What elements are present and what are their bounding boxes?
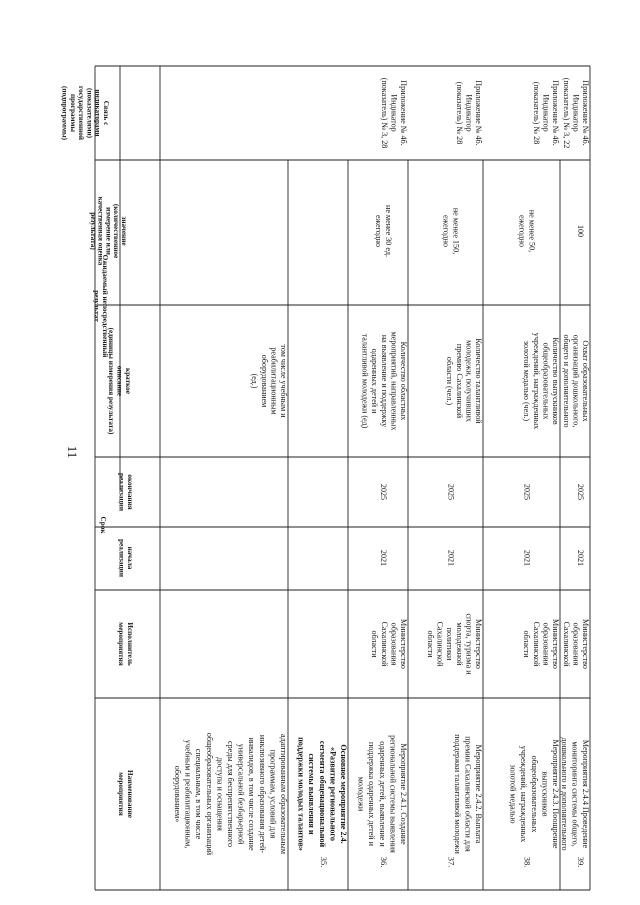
header-brief-line: описание xyxy=(115,365,124,397)
header-name-line: Наименование xyxy=(126,770,134,818)
row-value xyxy=(442,208,461,254)
row-start xyxy=(576,550,585,566)
row-link xyxy=(380,78,408,149)
name-line: общеобразовательных организаций xyxy=(204,732,214,856)
brief-line: молодежи, получивших xyxy=(464,340,474,422)
table-body xyxy=(173,78,590,868)
executor-line: образования xyxy=(571,622,581,666)
row-end xyxy=(447,484,456,500)
brief-line: том числе учебным и xyxy=(279,344,288,418)
name-line: Мероприятие 2.4.3. Поощрение xyxy=(551,739,560,849)
row-brief xyxy=(562,334,590,427)
start-line: 2021 xyxy=(379,549,388,567)
header-value-line: качественная оценка xyxy=(96,196,105,266)
link-line: (показатель) № 28 xyxy=(454,81,464,145)
name-line: Мероприятие 2.4.1. Создание xyxy=(399,743,408,845)
row-num xyxy=(319,857,329,868)
header-value-line: измерение или xyxy=(104,207,113,255)
brief-line: премию Сахалинской xyxy=(454,343,464,419)
header-expected-line: Ожидаемый непосредственный xyxy=(101,254,109,358)
header-executor xyxy=(117,622,134,666)
name-line: учебным и реабилитационным, xyxy=(183,739,193,849)
row-num xyxy=(379,857,389,868)
name-line: молодежи xyxy=(356,776,366,812)
header-end-line: реализации xyxy=(117,473,126,511)
row-name xyxy=(560,737,590,850)
header-brief xyxy=(107,328,132,435)
start-line: 2021 xyxy=(446,549,456,567)
brief-line: одаренных детей и xyxy=(370,348,380,414)
link-line: Индикатор xyxy=(389,94,399,132)
num-line: 38. xyxy=(522,856,533,868)
name-line: общеобразовательных xyxy=(529,755,539,833)
brief-line: мероприятий, направленных xyxy=(389,331,399,431)
name-line: оборудованием» xyxy=(173,765,182,823)
name-line: программам, условий для xyxy=(268,749,278,839)
executor-line: Министерство xyxy=(474,619,483,669)
name-line: инклюзивного образования детей- xyxy=(257,734,267,854)
name-line: мониторинга системы общего, xyxy=(570,741,580,847)
brief-line: общеобразовательных xyxy=(541,342,551,420)
brief-line: золотой медалью (чел.) xyxy=(522,340,532,422)
header-link-line: Связь с xyxy=(102,100,110,126)
row-num xyxy=(447,857,457,868)
name-line: универсальной безбарьерной xyxy=(236,743,246,845)
value-line: ежегодно xyxy=(517,214,527,248)
name-line: дошкольного и дополнительного xyxy=(559,737,569,851)
row-brief xyxy=(445,338,483,424)
header-term xyxy=(99,517,107,535)
header-link-line: государственной xyxy=(77,86,86,140)
header-link-line: (подпрограммы) xyxy=(60,86,69,140)
name-line: золотой медалью xyxy=(508,764,518,824)
header-link-line: индикаторами xyxy=(93,89,102,137)
row-end xyxy=(379,484,388,500)
header-executor-line: мероприятия xyxy=(117,622,125,666)
brief-line: Количество талантливой xyxy=(474,338,483,424)
header-value-line: значение xyxy=(120,216,128,246)
end-line: 2025 xyxy=(379,483,388,501)
row-name xyxy=(453,734,483,854)
row-end xyxy=(576,484,585,500)
header-value-line: результата) xyxy=(88,212,97,250)
brief-line: оборудованием xyxy=(259,354,269,408)
table-row xyxy=(357,78,408,868)
name-line: «Развитие регионального xyxy=(328,747,338,841)
executor-line: области xyxy=(522,630,532,658)
start-line: 2021 xyxy=(522,549,532,567)
brief-line: на выявление и поддержку xyxy=(379,334,389,428)
row-link xyxy=(562,78,590,149)
row-end xyxy=(523,484,532,500)
row-executor xyxy=(426,613,483,675)
row-executor xyxy=(562,619,590,669)
row-start xyxy=(447,550,456,566)
executor-line: Министерство xyxy=(399,619,408,669)
row-executor xyxy=(370,619,408,669)
row-num xyxy=(576,857,586,868)
value-line: не менее 50, xyxy=(527,209,537,253)
row-num xyxy=(523,857,533,868)
value-line: ежегодно xyxy=(441,214,451,248)
link-line: Индикатор xyxy=(541,94,551,132)
executor-line: Министерство xyxy=(551,619,560,669)
link-line: Индикатор xyxy=(464,94,474,132)
row-name xyxy=(357,735,408,853)
name-line: поддержки молодых талантов» xyxy=(296,737,306,851)
link-line: Приложение № 4б. xyxy=(474,80,483,146)
name-line: премии Сахалинской области для xyxy=(463,736,473,852)
num-line: 39. xyxy=(576,856,586,868)
name-line: системы выявления и xyxy=(307,753,317,835)
name-line: Основное мероприятие 2.4. xyxy=(339,744,348,844)
row-brief xyxy=(522,333,560,429)
row-executor xyxy=(522,619,560,669)
name-line: учреждений, награжденных xyxy=(519,745,529,843)
header-link-line: программы xyxy=(68,94,77,132)
name-line: инвалидов, в том числе создание xyxy=(247,737,257,851)
name-line: сегмента общенациональной xyxy=(317,740,327,848)
link-line: Приложение № 4б. xyxy=(399,80,408,146)
header-name xyxy=(117,770,134,818)
header-end-line: окончания xyxy=(126,474,134,510)
brief-line: организаций дошкольного, xyxy=(571,334,581,428)
row-name xyxy=(173,733,288,856)
executor-line: спорта, туризма и xyxy=(464,613,474,675)
link-line: (показатель) № 3, 28 xyxy=(379,77,389,149)
name-line: Мероприятия 2.4.4 Проведение xyxy=(581,739,590,849)
executor-line: Сахалинской xyxy=(435,621,445,667)
brief-line: учреждений, награжденных xyxy=(531,332,541,430)
row-brief xyxy=(250,344,288,418)
brief-line: Охват образовательных xyxy=(581,340,590,422)
name-line: специальным, в том числе xyxy=(194,748,204,840)
table-row xyxy=(509,80,560,867)
name-line: одаренных детей, выявление и xyxy=(377,741,387,847)
name-line: адаптированным образовательным xyxy=(279,734,288,854)
table-row xyxy=(297,737,348,867)
end-line: 2025 xyxy=(522,483,532,501)
name-line: выпускников xyxy=(540,771,550,817)
link-line: Приложение № 4б. xyxy=(581,80,590,146)
num-line: 37. xyxy=(446,856,457,868)
row-name xyxy=(297,737,348,851)
header-term-label: Срок xyxy=(99,516,107,534)
row-name xyxy=(509,740,560,849)
link-line: Приложение № 4б. xyxy=(551,80,560,146)
name-line: доступа и оснащения xyxy=(215,757,225,831)
value-line: ежегодно xyxy=(374,214,384,248)
header-start xyxy=(118,539,135,577)
header-start-line: реализации xyxy=(117,539,126,577)
table-row xyxy=(426,80,483,867)
executor-line: образования xyxy=(389,622,399,666)
header-value-line: (количественное xyxy=(112,203,121,259)
header-link xyxy=(61,86,111,141)
brief-line: общего и дополнительного xyxy=(561,334,571,428)
name-line: региональной системы выявления xyxy=(388,735,398,853)
row-value xyxy=(518,210,537,252)
executor-line: области xyxy=(426,630,435,658)
header-name-line: мероприятия xyxy=(117,772,125,816)
header-expected-line: результат xyxy=(92,290,101,322)
link-line: (показатель) № 28 xyxy=(531,81,541,145)
executor-line: Министерство xyxy=(581,619,590,669)
brief-line: Количество выпускников xyxy=(551,337,560,425)
link-line: Индикатор xyxy=(571,94,581,132)
header-brief-line: (единицы измерения результата) xyxy=(107,327,115,435)
start-line: 2021 xyxy=(576,549,585,567)
brief-line: области (чел.) xyxy=(445,356,455,406)
executor-line: области xyxy=(370,630,380,658)
executor-line: Сахалинской xyxy=(561,621,571,667)
header-executor-line: Исполнитель xyxy=(126,622,134,666)
row-start xyxy=(379,550,388,566)
table-row xyxy=(173,344,288,855)
name-line: поддержка одаренных детей и xyxy=(367,742,377,846)
name-line: среды для беспрепятственного xyxy=(226,740,235,848)
row-brief xyxy=(361,332,408,431)
end-line: 2025 xyxy=(576,483,585,501)
value-line: не менее 30 ед. xyxy=(383,205,393,257)
value-line: 100 xyxy=(576,224,585,238)
page-number: 11 xyxy=(65,445,80,459)
executor-line: молодежной xyxy=(454,622,464,666)
row-value xyxy=(374,205,393,257)
header-end xyxy=(118,473,135,511)
executor-line: Сахалинской xyxy=(379,621,389,667)
num-line: 36. xyxy=(379,856,389,868)
header-link-line: (показателями) xyxy=(85,87,94,139)
row-value xyxy=(576,225,585,237)
brief-line: реабилитационным xyxy=(269,347,279,415)
executor-line: образования xyxy=(541,622,551,666)
value-line: не менее 150, xyxy=(451,207,461,255)
header-start-line: начала xyxy=(126,546,134,570)
name-line: поддержки талантливой молодежи xyxy=(452,734,462,854)
link-line: (показатель) № 3, 22 xyxy=(561,77,571,149)
row-link xyxy=(532,80,560,145)
executor-line: политики xyxy=(445,627,455,661)
name-line: Мероприятие 2.4.2. Выплата xyxy=(474,744,483,844)
header-brief-line: краткое xyxy=(124,368,132,394)
table-row xyxy=(560,78,590,868)
row-link xyxy=(455,80,483,145)
executor-line: Сахалинской xyxy=(531,621,541,667)
row-start xyxy=(523,550,532,566)
brief-line: Количество областных xyxy=(399,341,408,421)
brief-line: талантливой молодежи (ед) xyxy=(360,333,370,429)
end-line: 2025 xyxy=(446,483,456,501)
num-line: 35. xyxy=(319,856,329,868)
brief-line: (ед.) xyxy=(250,373,260,389)
